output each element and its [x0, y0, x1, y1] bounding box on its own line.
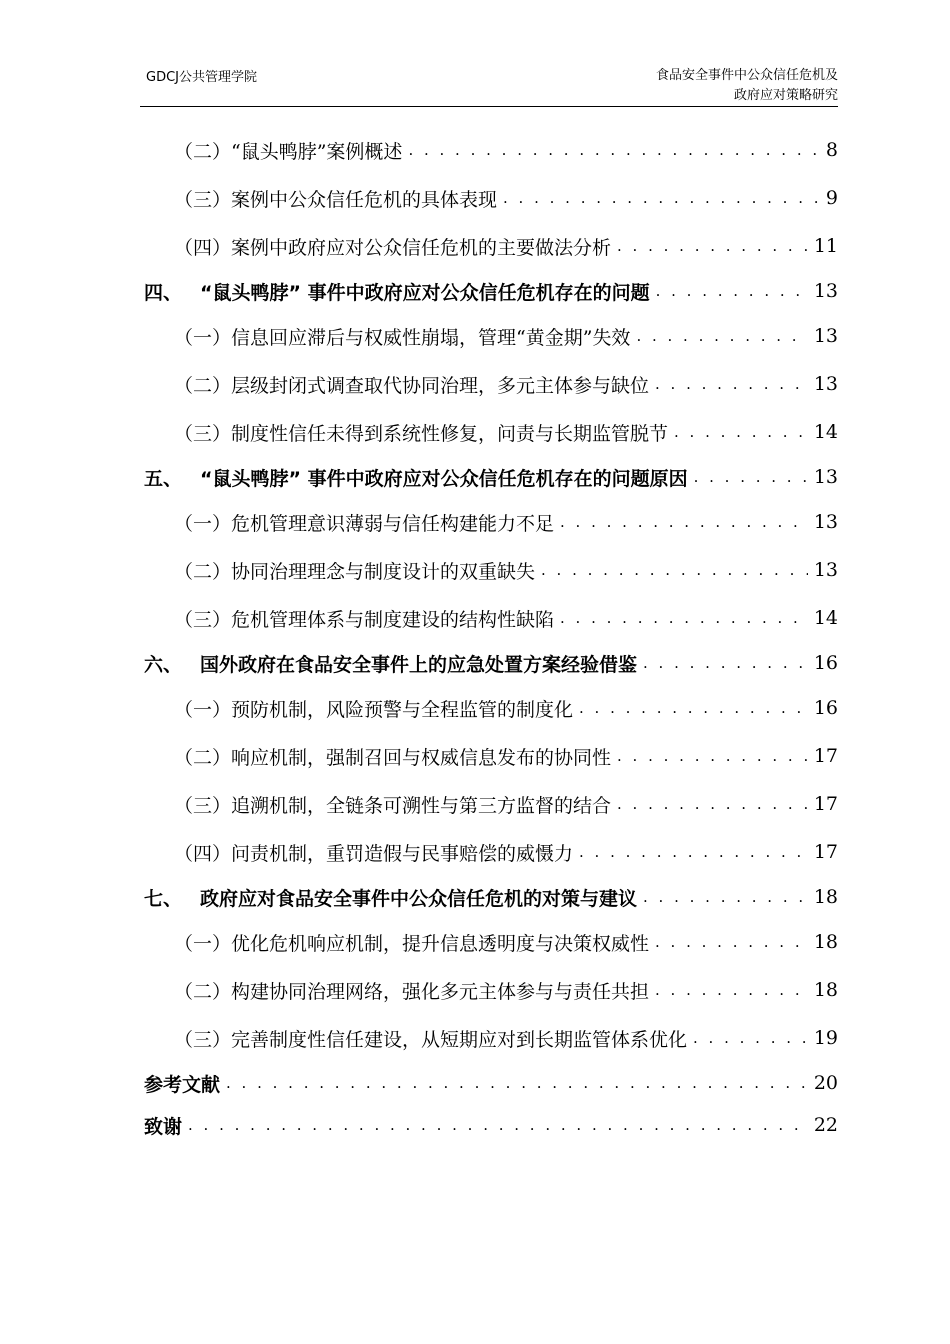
- toc-chapter-entry[interactable]: [144, 642, 838, 684]
- header-institution: GDCJ公共管理学院: [146, 70, 257, 85]
- toc-dot-leader: [655, 375, 808, 393]
- header-title-line2: 政府应对策略研究: [733, 88, 838, 103]
- toc-section-entry[interactable]: [144, 918, 838, 966]
- toc-page-number: 17: [813, 793, 838, 815]
- toc-dot-leader: [655, 981, 808, 999]
- toc-dot-leader: [636, 327, 807, 345]
- toc-chapter-number: 七、: [144, 887, 183, 910]
- toc-dot-leader: [541, 561, 808, 579]
- toc-section-entry[interactable]: [144, 408, 838, 456]
- toc-entry-title: （二）响应机制，强制召回与权威信息发布的协同性: [174, 746, 612, 769]
- toc-dot-leader: [674, 423, 808, 441]
- table-of-contents: [144, 126, 838, 1146]
- toc-page-number: 14: [813, 421, 838, 443]
- toc-entry-title: “鼠头鸭脖” 事件中政府应对公众信任危机存在的问题原因: [200, 467, 688, 490]
- toc-dot-leader: [655, 933, 808, 951]
- toc-dot-leader: [643, 888, 808, 906]
- toc-entry-title: 致谢: [144, 1115, 183, 1138]
- toc-chapter-entry[interactable]: [144, 876, 838, 918]
- toc-page-number: 9: [825, 187, 838, 209]
- toc-section-entry[interactable]: [144, 312, 838, 360]
- toc-chapter-number: 四、: [144, 281, 183, 304]
- toc-page-number: 19: [813, 1027, 838, 1049]
- toc-page-number: 18: [813, 979, 838, 1001]
- toc-page-number: 20: [813, 1072, 838, 1094]
- header-thesis-title: [656, 66, 838, 106]
- toc-section-entry[interactable]: [144, 684, 838, 732]
- toc-page-number: 17: [813, 745, 838, 767]
- toc-page-number: 13: [813, 511, 838, 533]
- toc-entry-title: （二）构建协同治理网络，强化多元主体参与与责任共担: [174, 980, 650, 1003]
- toc-section-entry[interactable]: [144, 966, 838, 1014]
- toc-dot-leader: [617, 237, 808, 255]
- toc-section-entry[interactable]: [144, 1014, 838, 1062]
- toc-dot-leader: [656, 282, 808, 300]
- toc-entry-title: （一）危机管理意识薄弱与信任构建能力不足: [174, 512, 555, 535]
- toc-entry-title: （三）制度性信任未得到系统性修复，问责与长期监管脱节: [174, 422, 669, 445]
- toc-page-number: 22: [813, 1114, 838, 1136]
- toc-section-entry[interactable]: [144, 174, 838, 222]
- toc-page-number: 13: [813, 280, 838, 302]
- toc-section-entry[interactable]: [144, 594, 838, 642]
- toc-entry-title: （二）“鼠头鸭脖”案例概述: [174, 140, 403, 163]
- toc-entry-title: （一）信息回应滞后与权威性崩塌，管理“黄金期”失效: [174, 326, 631, 349]
- toc-dot-leader: [694, 468, 808, 486]
- toc-page-number: 16: [813, 697, 838, 719]
- toc-chapter-entry[interactable]: [144, 1104, 838, 1146]
- toc-entry-title: 政府应对食品安全事件中公众信任危机的对策与建议: [200, 887, 638, 910]
- toc-page-number: 18: [813, 886, 838, 908]
- toc-chapter-entry[interactable]: [144, 1062, 838, 1104]
- toc-entry-title: （三）追溯机制，全链条可溯性与第三方监督的结合: [174, 794, 612, 817]
- toc-section-entry[interactable]: [144, 126, 838, 174]
- toc-section-entry[interactable]: [144, 498, 838, 546]
- toc-dot-leader: [560, 513, 808, 531]
- toc-entry-title: （三）案例中公众信任危机的具体表现: [174, 188, 498, 211]
- toc-section-entry[interactable]: [144, 732, 838, 780]
- toc-entry-title: （三）危机管理体系与制度建设的结构性缺陷: [174, 608, 555, 631]
- toc-entry-title: （一）预防机制，风险预警与全程监管的制度化: [174, 698, 574, 721]
- toc-dot-leader: [560, 609, 808, 627]
- toc-dot-leader: [579, 699, 808, 717]
- toc-dot-leader: [579, 843, 808, 861]
- header-title-line1: 食品安全事件中公众信任危机及: [655, 68, 838, 83]
- toc-page-number: 13: [813, 373, 838, 395]
- toc-page-number: 14: [813, 607, 838, 629]
- toc-section-entry[interactable]: [144, 222, 838, 270]
- toc-dot-leader: [408, 141, 819, 159]
- toc-entry-title: （二）层级封闭式调查取代协同治理，多元主体参与缺位: [174, 374, 650, 397]
- toc-dot-leader: [226, 1074, 808, 1092]
- toc-page-number: 13: [813, 325, 838, 347]
- toc-page-number: 8: [825, 139, 838, 161]
- toc-dot-leader: [693, 1029, 808, 1047]
- toc-section-entry[interactable]: [144, 360, 838, 408]
- toc-page-number: 11: [813, 235, 838, 257]
- toc-chapter-entry[interactable]: [144, 270, 838, 312]
- toc-section-entry[interactable]: [144, 546, 838, 594]
- toc-chapter-entry[interactable]: [144, 456, 838, 498]
- toc-chapter-number: 五、: [144, 467, 183, 490]
- toc-page-number: 16: [813, 652, 838, 674]
- toc-entry-title: （一）优化危机响应机制，提升信息透明度与决策权威性: [174, 932, 650, 955]
- header-divider: [140, 106, 838, 107]
- toc-dot-leader: [617, 795, 808, 813]
- toc-entry-title: （四）问责机制，重罚造假与民事赔偿的威慑力: [174, 842, 574, 865]
- toc-page-number: 17: [813, 841, 838, 863]
- toc-entry-title: 参考文献: [144, 1073, 221, 1096]
- toc-page-number: 18: [813, 931, 838, 953]
- toc-section-entry[interactable]: [144, 780, 838, 828]
- toc-dot-leader: [617, 747, 808, 765]
- toc-dot-leader: [643, 654, 808, 672]
- toc-section-entry[interactable]: [144, 828, 838, 876]
- toc-entry-title: （二）协同治理理念与制度设计的双重缺失: [174, 560, 536, 583]
- toc-dot-leader: [188, 1116, 808, 1134]
- toc-entry-title: 国外政府在食品安全事件上的应急处置方案经验借鉴: [200, 653, 638, 676]
- toc-page-number: 13: [813, 466, 838, 488]
- toc-dot-leader: [503, 189, 820, 207]
- toc-page-number: 13: [813, 559, 838, 581]
- toc-chapter-number: 六、: [144, 653, 183, 676]
- toc-entry-title: （四）案例中政府应对公众信任危机的主要做法分析: [174, 236, 612, 259]
- toc-entry-title: （三）完善制度性信任建设，从短期应对到长期监管体系优化: [174, 1028, 688, 1051]
- toc-entry-title: “鼠头鸭脖” 事件中政府应对公众信任危机存在的问题: [200, 281, 650, 304]
